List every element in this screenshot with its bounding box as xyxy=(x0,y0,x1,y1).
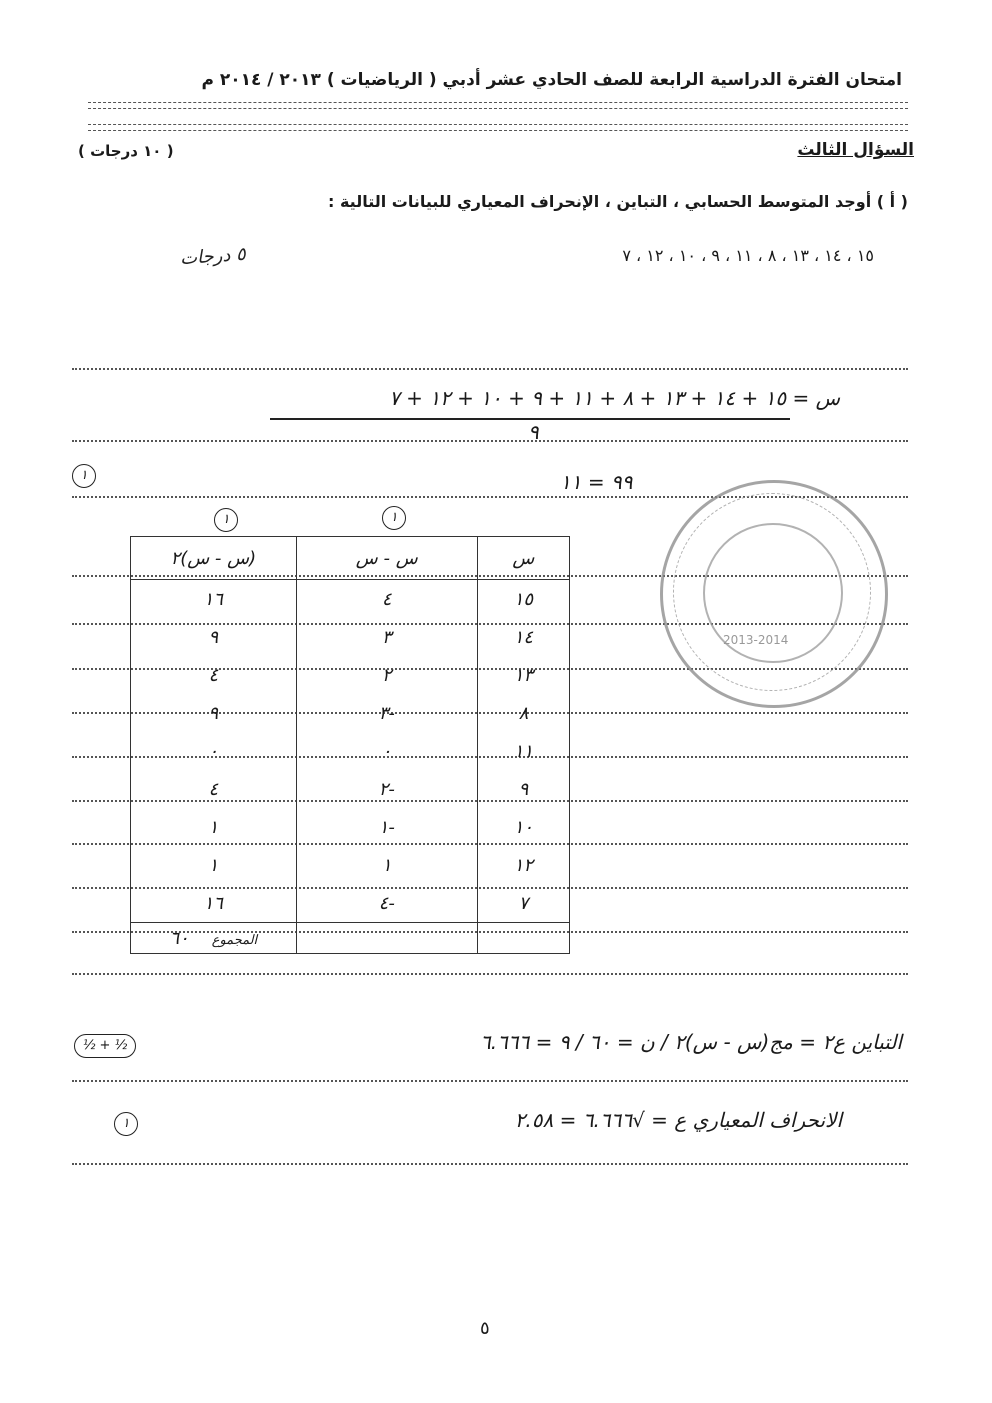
data-values: ١٥ ، ١٤ ، ١٣ ، ٨ ، ١١ ، ٩ ، ١٠ ، ١٢ ، ٧ xyxy=(622,246,874,265)
table-cell: ١٤ xyxy=(477,618,569,656)
std-dev-line: الانحراف المعياري ع = √٦.٦٦٦ = ٢.٥٨ xyxy=(514,1108,842,1132)
sum-value: ٦٠ xyxy=(169,927,189,949)
table-header-row xyxy=(131,537,570,580)
score-circle: ١ xyxy=(72,464,96,488)
score-circle: ½ + ½ xyxy=(74,1034,136,1058)
table-cell: ١٥ xyxy=(477,580,569,619)
part-a-prompt: ( أ ) أوجد المتوسط الحسابي ، التباين ، الإنحراف المعياري للبيانات التالية : xyxy=(327,192,908,211)
table-cell: ١ xyxy=(131,846,297,884)
table-cell: ٠ xyxy=(131,732,297,770)
table-cell: ٨ xyxy=(477,694,569,732)
table-cell: ٤ xyxy=(131,770,297,808)
answer-line xyxy=(72,440,908,442)
table-header-cell: س xyxy=(477,537,569,580)
table-cell: ٣ xyxy=(296,618,477,656)
table-header-cell: (س - س)٢ xyxy=(131,537,297,580)
question-title: السؤال الثالث xyxy=(797,140,914,160)
table-row xyxy=(131,656,570,694)
table-cell: ١٦ xyxy=(131,580,297,619)
table-row xyxy=(131,884,570,923)
table-cell: ١٦ xyxy=(131,884,297,923)
score-circle: ١ xyxy=(114,1112,138,1136)
table-cell: ٧ xyxy=(477,884,569,923)
question-marks: ( ١٠ درجات ) xyxy=(78,142,174,160)
header-divider xyxy=(88,108,908,109)
table-cell: ٠ xyxy=(296,732,477,770)
table-cell: ٩ xyxy=(477,770,569,808)
table-cell: ١٢ xyxy=(477,846,569,884)
header-divider xyxy=(88,102,908,103)
mean-denominator: ٩ xyxy=(528,420,539,444)
mean-result: ٩٩ = ١١ xyxy=(560,470,633,494)
score-circle: ١ xyxy=(214,508,238,532)
calculation-table xyxy=(130,536,570,954)
sum-label: المجموع xyxy=(211,932,258,948)
table-cell: ١ xyxy=(131,808,297,846)
mean-numerator: س = ١٥ + ١٤ + ١٣ + ٨ + ١١ + ٩ + ١٠ + ١٢ + ٧ xyxy=(389,386,840,410)
table-sum-row xyxy=(131,923,570,954)
table-cell xyxy=(477,923,569,954)
answer-line xyxy=(72,368,908,370)
table-sum-cell xyxy=(131,923,297,954)
table-row xyxy=(131,808,570,846)
table-row xyxy=(131,846,570,884)
table-cell: ٩ xyxy=(131,618,297,656)
table-cell: ٩ xyxy=(131,694,297,732)
table-cell: -٤ xyxy=(296,884,477,923)
answer-line xyxy=(72,1080,908,1082)
table-cell: ٤ xyxy=(296,580,477,619)
stamp-year: 2013-2014 xyxy=(723,633,789,647)
table-row xyxy=(131,732,570,770)
table-row xyxy=(131,618,570,656)
page-number: ٥ xyxy=(480,1318,490,1339)
table-row xyxy=(131,580,570,619)
table-cell: ١٣ xyxy=(477,656,569,694)
answer-line xyxy=(72,973,908,975)
table-cell: ١ xyxy=(296,846,477,884)
table-row xyxy=(131,694,570,732)
school-stamp xyxy=(660,480,888,708)
answer-line xyxy=(72,1163,908,1165)
variance-line: التباين ع٢ = مج(س - س)٢ / ن = ٦٠ / ٩ = ٦.٦٦٦ xyxy=(480,1030,902,1054)
table-cell: ٢ xyxy=(296,656,477,694)
table-cell: ٤ xyxy=(131,656,297,694)
table-cell: -٣ xyxy=(296,694,477,732)
table-cell: ١٠ xyxy=(477,808,569,846)
handwritten-marks: ٥ درجات xyxy=(179,243,247,270)
exam-header: امتحان الفترة الدراسية الرابعة للصف الحادي عشر أدبي ( الرياضيات ) ٢٠١٣ / ٢٠١٤ م xyxy=(201,70,902,90)
header-divider xyxy=(88,124,908,125)
table-cell: -٢ xyxy=(296,770,477,808)
table-cell: -١ xyxy=(296,808,477,846)
score-circle: ١ xyxy=(382,506,406,530)
header-divider xyxy=(88,130,908,131)
table-header-cell: س - س xyxy=(296,537,477,580)
table-cell: ١١ xyxy=(477,732,569,770)
table-row xyxy=(131,770,570,808)
table-cell xyxy=(296,923,477,954)
